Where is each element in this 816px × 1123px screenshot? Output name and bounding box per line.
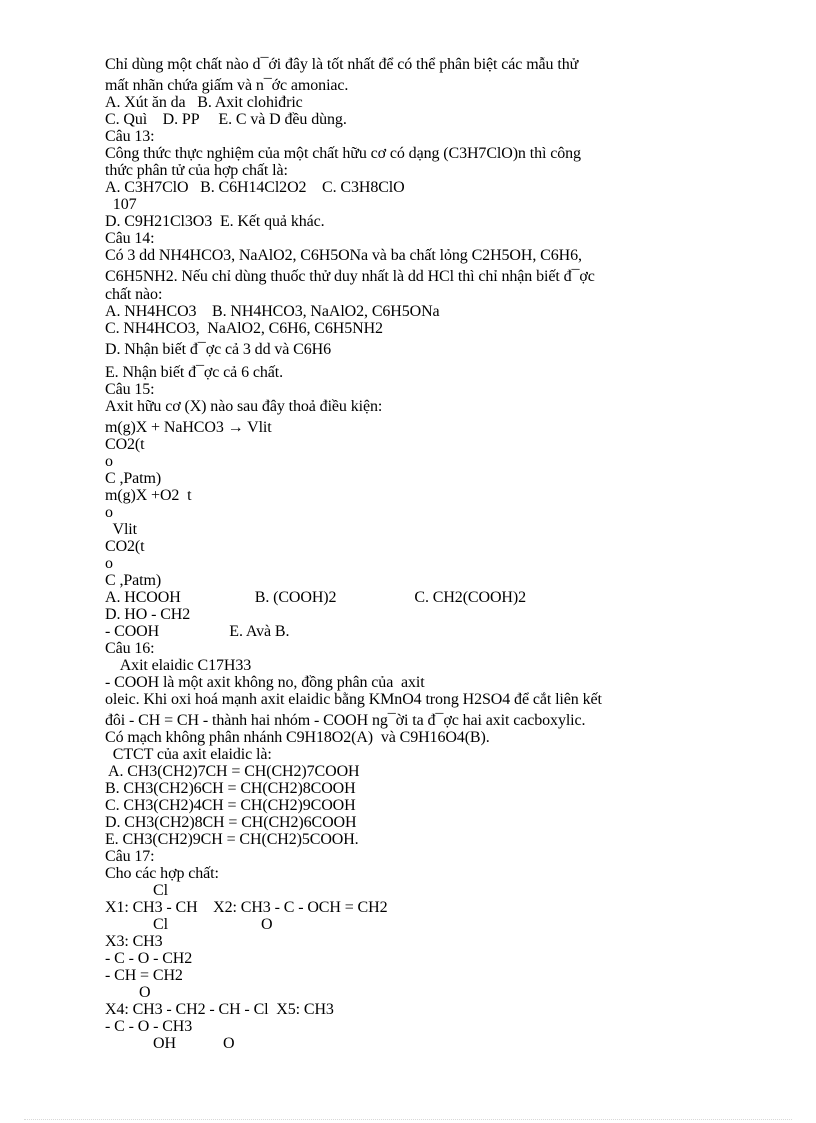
text-line: o [105,555,113,572]
text-line: A. CH3(CH2)7CH = CH(CH2)7COOH [105,763,360,780]
text-line: - COOH là một axit không no, đồng phân của axit [105,674,425,691]
question-heading: Câu 17: [105,848,155,865]
text-line: C ,Patm) [105,572,162,589]
text-line: B. CH3(CH2)6CH = CH(CH2)8COOH [105,780,356,797]
text-line: - COOH E. Avà B. [105,623,290,640]
text-line: C. CH3(CH2)4CH = CH(CH2)9COOH [105,797,356,814]
text-line: Cho các hợp chất: [105,865,219,882]
text-line: A. NH4HCO3 B. NH4HCO3, NaAlO2, C6H5ONa [105,303,440,320]
text-line: A. HCOOH B. (COOH)2 C. CH2(COOH)2 [105,589,527,606]
text-line: Axit elaidic C17H33 [105,657,252,674]
text-line: C. Quì D. PP E. C và D đều dùng. [105,111,347,128]
text-line: D. Nhận biết đ¯ợc cả 3 dd và C6H6 [105,341,331,358]
text-line: CO2(t [105,538,145,555]
text-line: O [223,1035,235,1052]
text-line: Cl [153,882,168,899]
text-line: m(g)X +O2 t [105,487,192,504]
text-line: - CH = CH2 [105,967,183,984]
text-line: m(g)X + NaHCO3 → Vlit [105,419,272,436]
question-heading: Câu 16: [105,640,155,657]
question-heading: Câu 13: [105,128,155,145]
question-heading: Câu 15: [105,381,155,398]
text-line: Có 3 dd NH4HCO3, NaAlO2, C6H5ONa và ba chất lỏng C2H5OH, C6H6, [105,247,582,264]
text-line: A. Xút ăn da B. Axit clohiđric [105,94,303,111]
text-line: Có mạch không phân nhánh C9H18O2(A) và C9H16O4(B). [105,729,490,746]
text-line: O [261,916,273,933]
text-line: - C - O - CH2 [105,950,193,967]
text-line: Cl [153,916,168,933]
text-line: chất nào: [105,286,163,303]
text-line: mất nhãn chứa giấm và n¯ớc amoniac. [105,77,349,94]
text-line: Axit hữu cơ (X) nào sau đây thoả điều kiện: [105,398,383,415]
text-line: - C - O - CH3 [105,1018,193,1035]
text-line: X1: CH3 - CH X2: CH3 - C - OCH = CH2 [105,899,388,916]
question-heading: Câu 14: [105,230,155,247]
text-line: A. C3H7ClO B. C6H14Cl2O2 C. C3H8ClO [105,179,405,196]
text-line: X3: CH3 [105,933,163,950]
text-line: OH [153,1035,176,1052]
text-line: 107 [105,196,137,213]
page-bottom-divider [24,1119,792,1120]
text-line: C6H5NH2. Nếu chỉ dùng thuốc thử duy nhất là dd HCl thì chỉ nhận biết đ¯ợc [105,268,595,285]
text-line: đôi - CH = CH - thành hai nhóm - COOH ng¯ời ta đ¯ợc hai axit cacboxylic. [105,712,586,729]
text-line: thức phân tử của hợp chất là: [105,162,288,179]
text-line: D. CH3(CH2)8CH = CH(CH2)6COOH [105,814,357,831]
text-line: E. Nhận biết đ¯ợc cả 6 chất. [105,364,284,381]
text-line: oleic. Khi oxi hoá mạnh axit elaidic bằng KMnO4 trong H2SO4 để cắt liên kết [105,691,602,708]
text-line: O [139,984,151,1001]
text-line: CO2(t [105,436,145,453]
text-line: D. HO - CH2 [105,606,191,623]
text-line: o [105,504,113,521]
text-line: Công thức thực nghiệm của một chất hữu cơ có dạng (C3H7ClO)n thì công [105,145,581,162]
text-line: E. CH3(CH2)9CH = CH(CH2)5COOH. [105,831,359,848]
text-line: D. C9H21Cl3O3 E. Kết quả khác. [105,213,325,230]
text-line: C ,Patm) [105,470,162,487]
text-line: Chỉ dùng một chất nào d¯ới đây là tốt nhất để có thể phân biệt các mẫu thử [105,56,579,73]
text-line: o [105,453,113,470]
text-line: Vlit [105,521,138,538]
text-line: X4: CH3 - CH2 - CH - Cl X5: CH3 [105,1001,334,1018]
text-line: C. NH4HCO3, NaAlO2, C6H6, C6H5NH2 [105,320,383,337]
text-line: CTCT của axit elaidic là: [105,746,272,763]
